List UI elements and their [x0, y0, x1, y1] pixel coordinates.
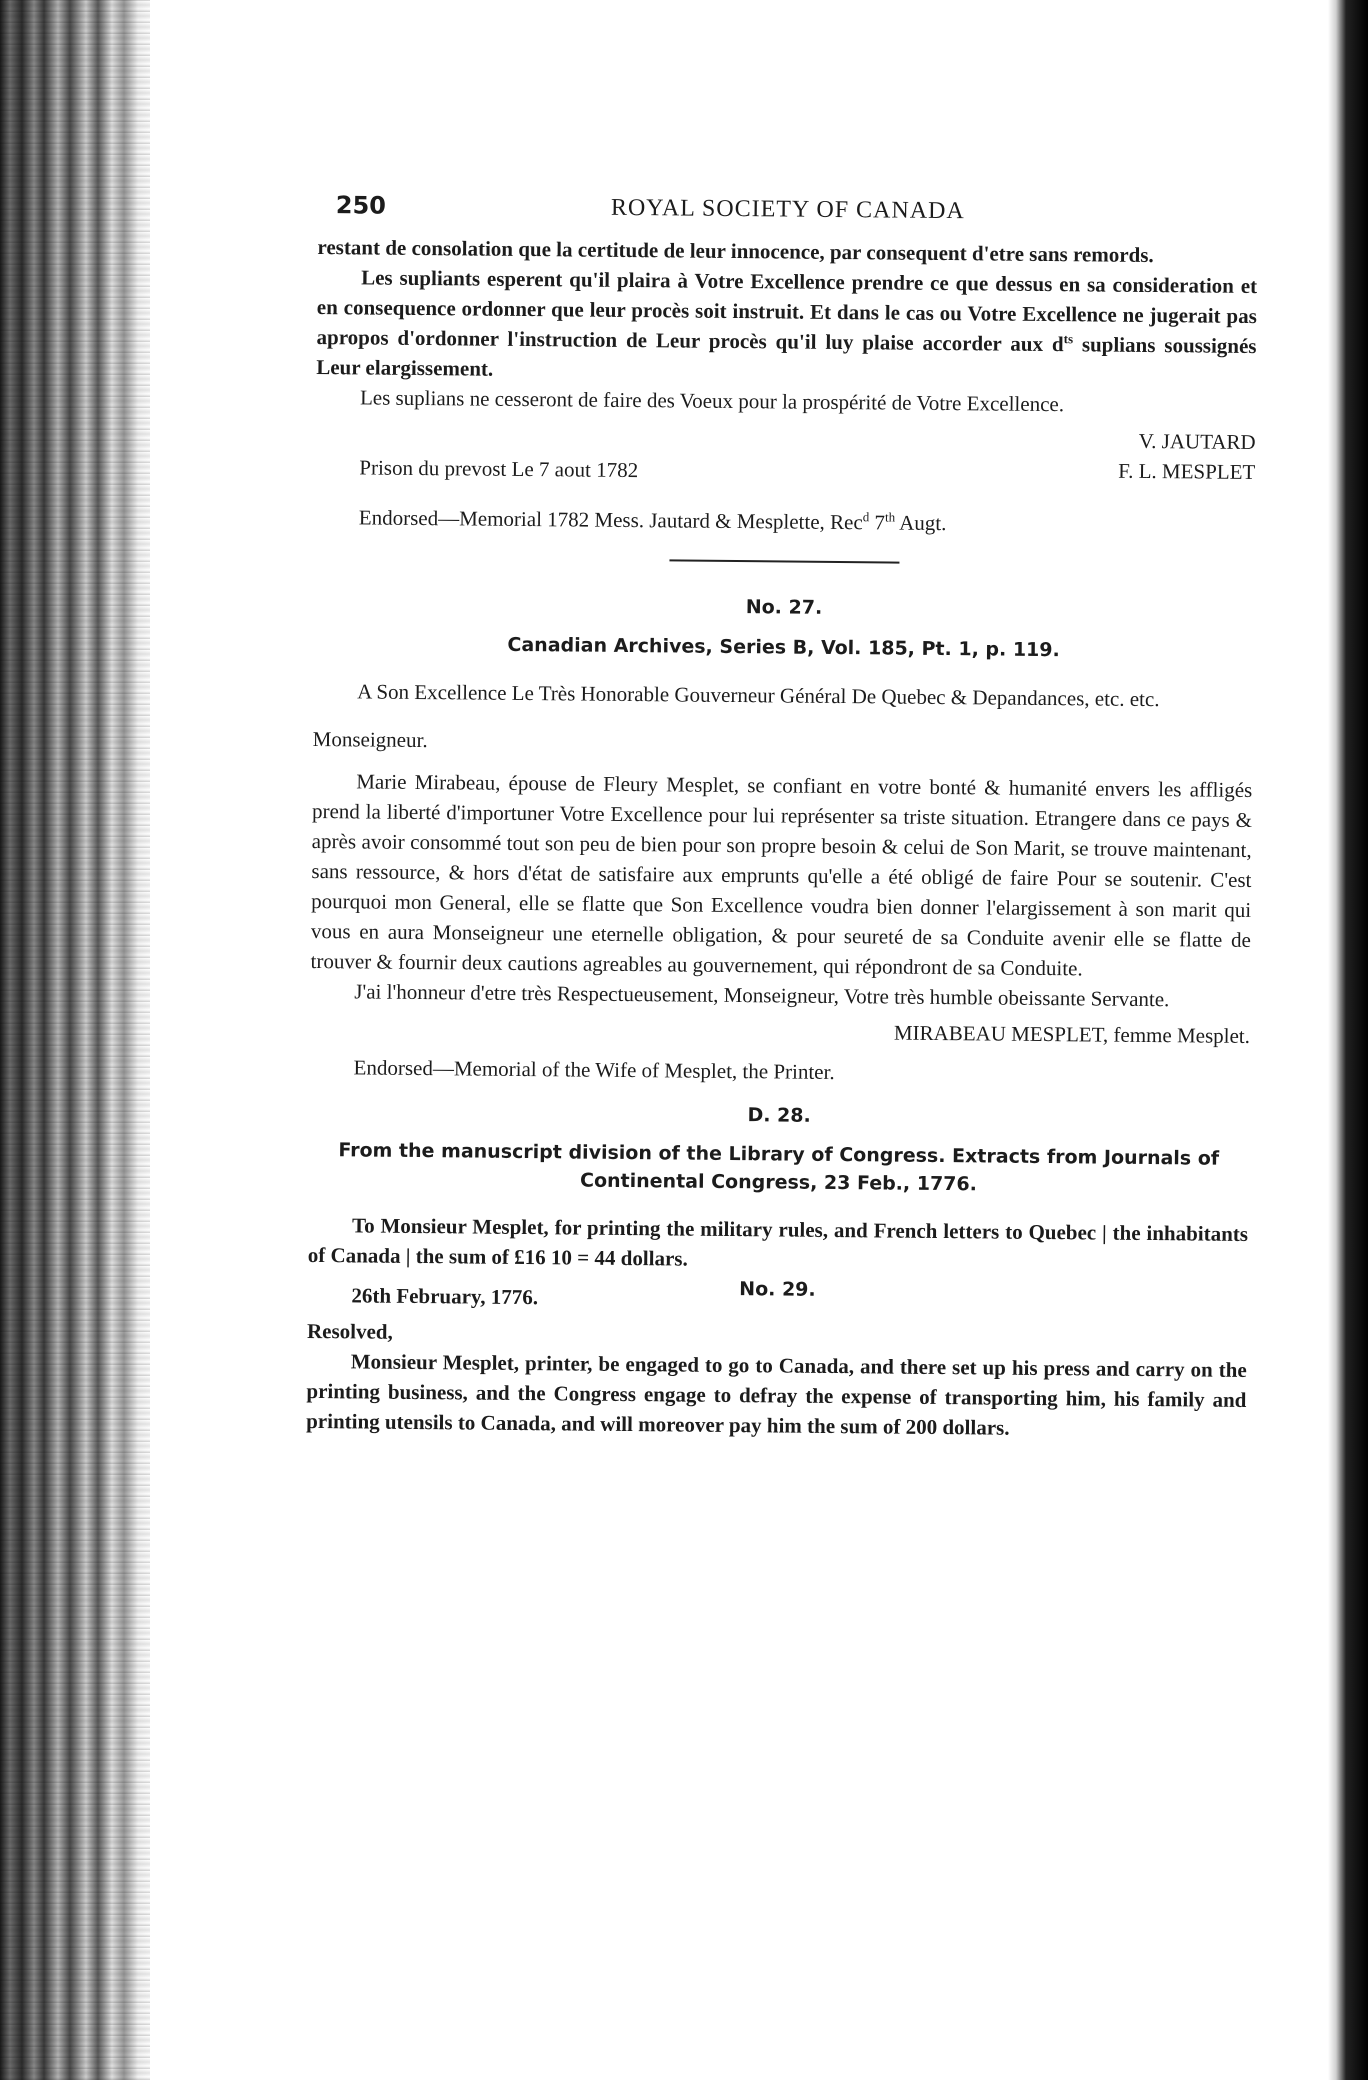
paragraph-resolution: Monsieur Mesplet, printer, be engaged to go to Canada, and there set up his press and carry on the printing business, and the Congress engage to defray the expense of transporting him, his family and printing utensils to Canada, and will moreover pay him the sum of 200 dollars. — [306, 1349, 1247, 1440]
text-segment: Augt. — [895, 510, 947, 536]
superscript: th — [884, 509, 896, 525]
endorsement-wife-of-mesplet: Endorsed—Memorial of the Wife of Mesplet, the Printer. — [353, 1055, 835, 1084]
place-date: Prison du prevost Le 7 aout 1782 — [359, 455, 639, 483]
signature-jautard: V. JAUTARD — [1138, 428, 1256, 455]
document-number-27: No. 27. — [745, 596, 823, 619]
text-segment: 7 — [869, 510, 886, 535]
text-segment: Les supliants esperent qu'il plaira à Votre Excellence prendre ce que dessus en sa consideration et en consequence ordonner que leur procès soit instruit. Et dans le cas ou Votre Excellence ne jugerait pas apropos d'ordonner l'instruction de Leur procès qu'il luy plaise accorder aux d — [316, 265, 1258, 357]
book-binding-gutter — [0, 0, 150, 2080]
running-head — [318, 190, 1258, 239]
paragraph-supliants-request — [316, 262, 1257, 391]
signature-mirabeau-mesplet: MIRABEAU MESPLET, femme Mesplet. — [893, 1020, 1251, 1048]
superscript: ts — [1063, 331, 1074, 347]
address-line: A Son Excellence Le Très Honorable Gouverneur Général De Quebec & Depandances, etc. etc. — [357, 679, 1160, 712]
section-divider — [669, 559, 899, 563]
closing-line: J'ai l'honneur d'etre très Respectueusement, Monseigneur, Votre très humble obeissante Servante. — [354, 979, 1170, 1012]
text-segment: suplians soussignés Leur elargissement. — [316, 332, 1257, 381]
text-segment: Endorsed—Memorial 1782 Mess. Jautard & Mesplette, Rec — [358, 505, 863, 535]
page-number: 250 — [335, 191, 387, 220]
running-title: ROYAL SOCIETY OF CANADA — [610, 194, 965, 225]
resolved-label: Resolved, — [306, 1318, 393, 1344]
salutation: Monseigneur. — [312, 726, 428, 753]
superscript: d — [862, 509, 870, 525]
signature-mesplet: F. L. MESPLET — [1118, 458, 1256, 485]
paragraph-mirabeau-petition: Marie Mirabeau, épouse de Fleury Mesplet, se confiant en votre bonté & humanité envers les affligés prend la liberté d'importuner Votre Excellence pour lui représenter sa triste situation. Etrangere dans ce pays & après avoir consommé tout son peu de bien pour son propre besoin & celui de Son Marit, se trouve maintenant, sans ressource, & hors d'état de satisfaire aux emprunts qu'elle a été obligé de faire Pour se soutenir. C'est pourquoi mon General, elle se flatte que Son Excellence voudra bien donner l'elargissement à son marit qui vous en aura Monseigneur une eternelle obligation, & pour seureté de sa Conduite avenir elle se flatte de trouver & fournir deux cautions agreables au gouvernement, qui répondront de sa Conduite. — [310, 769, 1253, 981]
source-library-of-congress: From the manuscript division of the Library of Congress. Extracts from Journals of Continental Congress, 23 Feb., 1776. — [338, 1139, 1220, 1196]
document-number-29: No. 29. — [739, 1278, 816, 1301]
resolution-date: 26th February, 1776. — [351, 1283, 539, 1310]
date-row — [307, 1270, 1247, 1319]
paragraph-voeux: Les suplians ne cesseront de faire des Voeux pour la prospérité de Votre Excellence. — [359, 385, 1065, 417]
paragraph-printing-payment: To Monsieur Mesplet, for printing the military rules, and French letters to Quebec | the inhabitants of Canada | the sum of £16 10 = 44 dollars. — [307, 1213, 1249, 1271]
paragraph-consolation: restant de consolation que la certitude de leur innocence, par consequent d'etre sans remords. — [317, 234, 1154, 268]
document-number-28: D. 28. — [747, 1104, 811, 1127]
endorsement-memorial-1782 — [315, 502, 1255, 541]
page-edge-shadow — [1328, 0, 1368, 2080]
source-canadian-archives: Canadian Archives, Series B, Vol. 185, Pt. 1, p. 119. — [507, 633, 1060, 662]
page-content — [306, 190, 1258, 1445]
